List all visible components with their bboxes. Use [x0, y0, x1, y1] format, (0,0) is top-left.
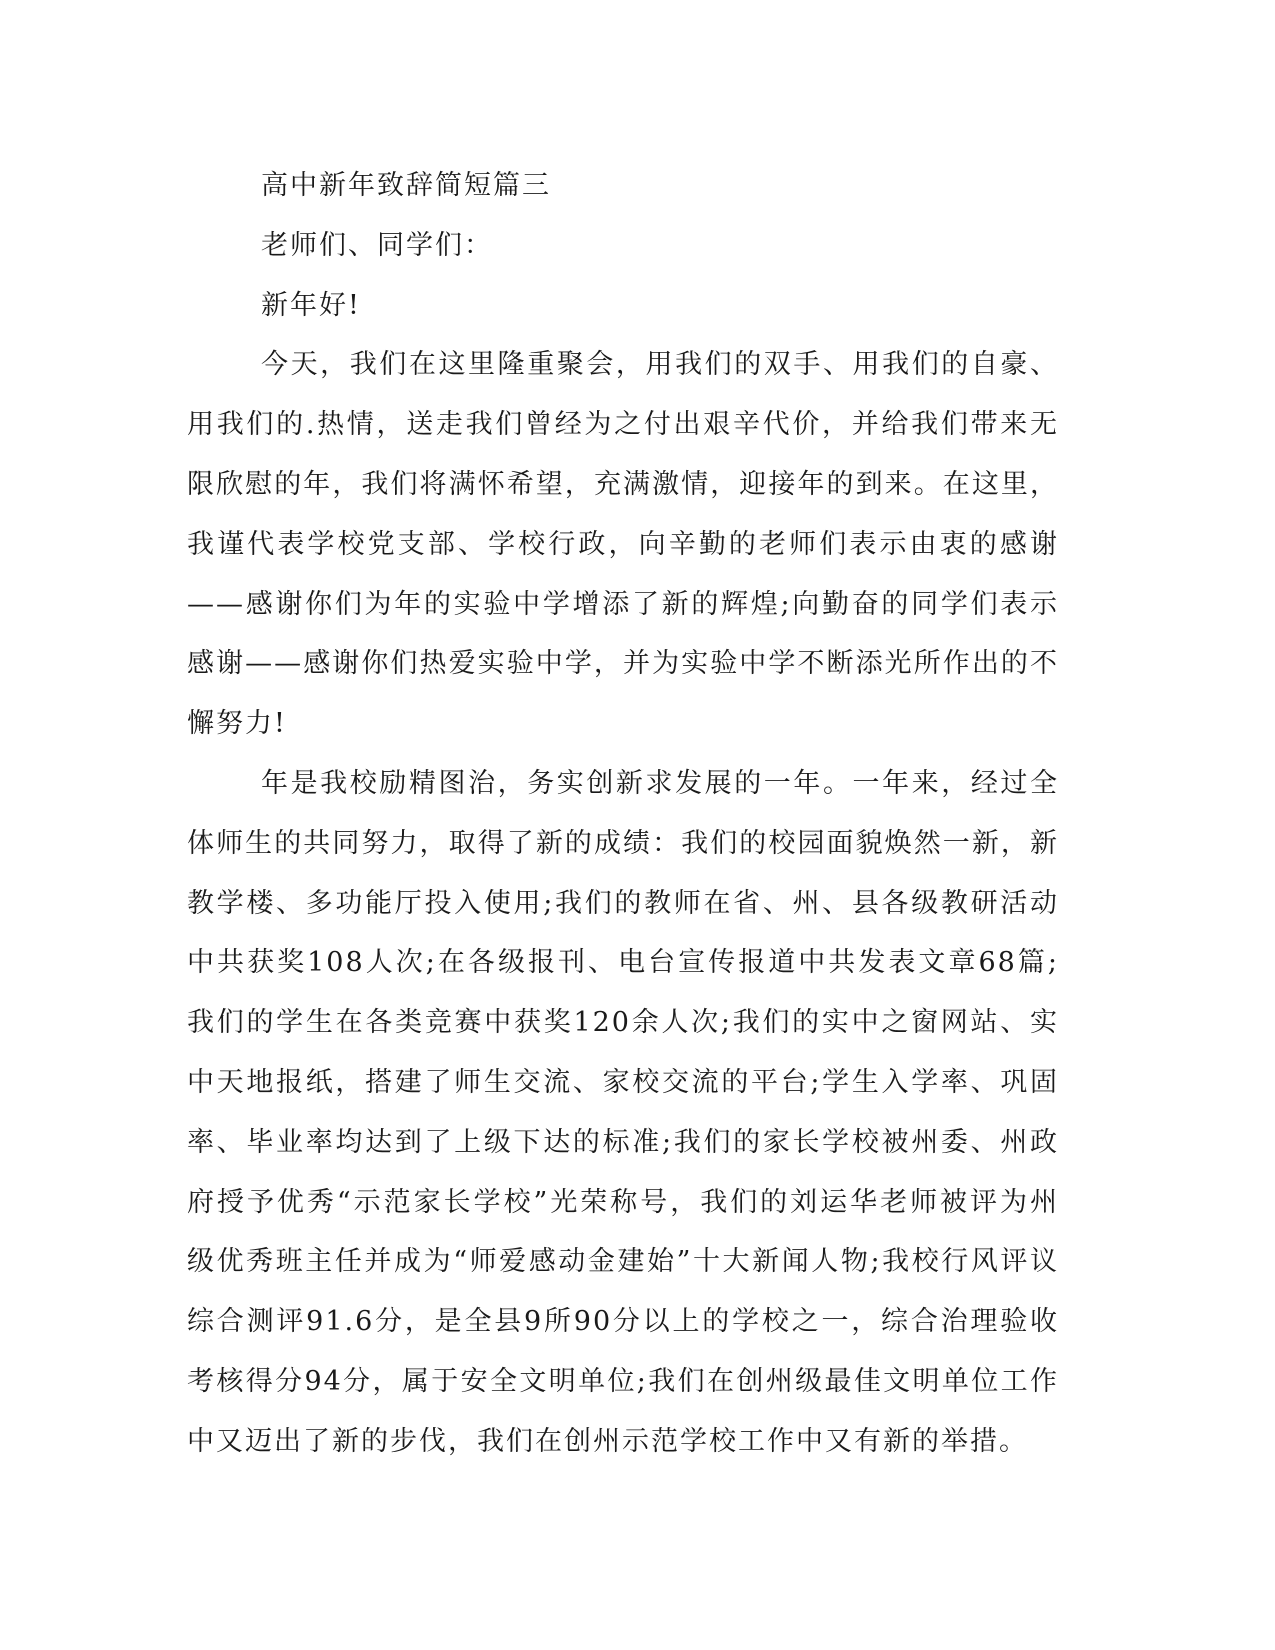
paragraph-2: 年是我校励精图治，务实创新求发展的一年。一年来，经过全体师生的共同努力，取得了新的成绩：我们的校园面貌焕然一新，新教学楼、多功能厅投入使用;我们的教师在省、州、县各级教研活动中共获奖108人次;在各级报刊、电台宣传报道中共发表文章68篇;我们的学生在各类竞赛中获奖120余人次;我们的实中之窗网站、实中天地报纸，搭建了师生交流、家校交流的平台;学生入学率、巩固率、毕业率均达到了上级下达的标准;我们的家长学校被州委、州政府授予优秀“示范家长学校”光荣称号，我们的刘运华老师被评为州级优秀班主任并成为“师爱感动金建始”十大新闻人物;我校行风评议综合测评91.6分，是全县9所90分以上的学校之一，综合治理验收考核得分94分，属于安全文明单位;我们在创州级最佳文明单位工作中又迈出了新的步伐，我们在创州示范学校工作中又有新的举措。: [187, 767, 1059, 1457]
document-title: 高中新年致辞简短篇三: [261, 170, 551, 201]
paragraph-1: 今天，我们在这里隆重聚会，用我们的双手、用我们的自豪、用我们的.热情，送走我们曾经为之付出艰辛代价，并给我们带来无限欣慰的年，我们将满怀希望，充满激情，迎接年的到来。在这里，我谨代表学校党支部、学校行政，向辛勤的老师们表示由衷的感谢——感谢你们为年的实验中学增添了新的辉煌;向勤奋的同学们表示感谢——感谢你们热爱实验中学，并为实验中学不断添光所作出的不懈努力!: [187, 349, 1059, 740]
salutation: 老师们、同学们：: [261, 229, 493, 261]
greeting: 新年好!: [261, 289, 361, 321]
document-body: [187, 156, 1059, 1472]
